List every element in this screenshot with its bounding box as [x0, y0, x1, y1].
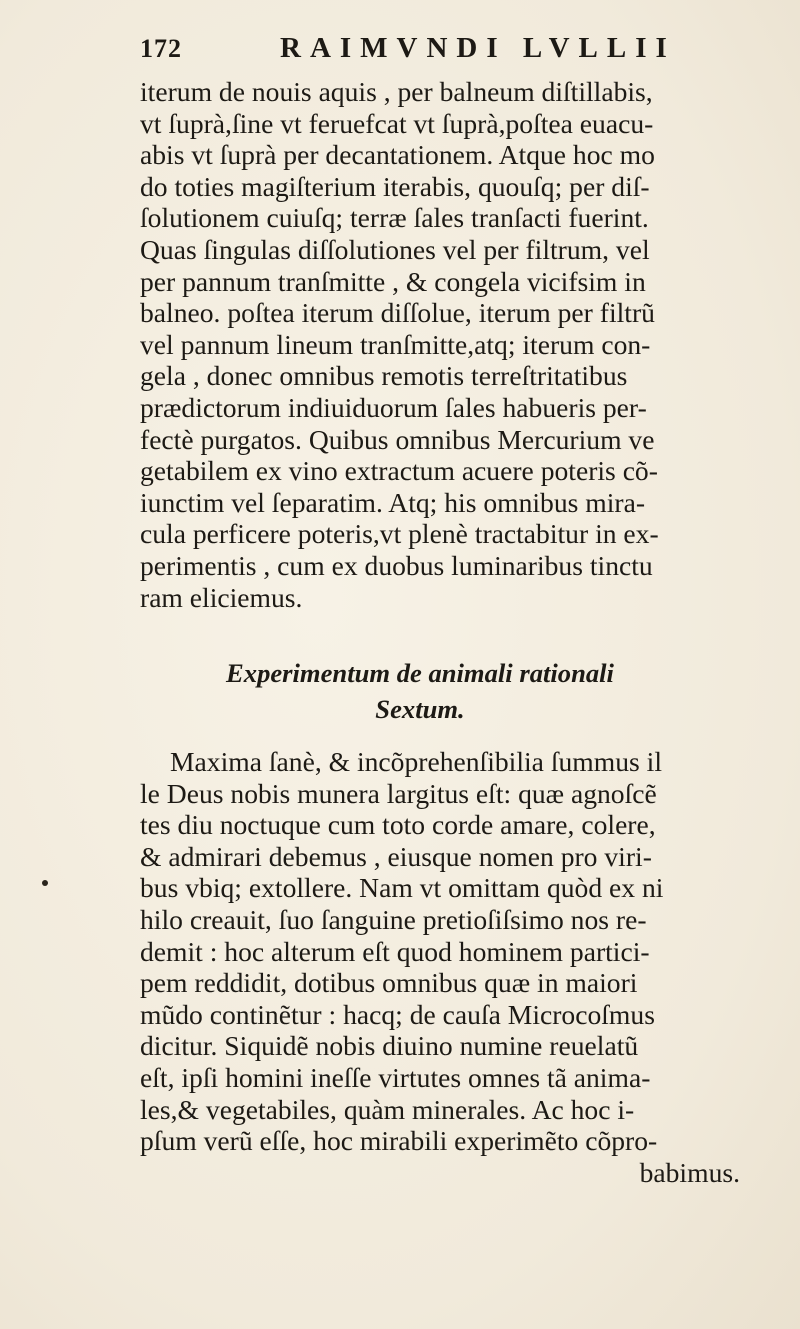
text-line: balneo. poſtea iterum diſſolue, iterum per filtrũ [140, 297, 655, 329]
text-line: ram eliciemus. [140, 581, 303, 613]
section-subtitle: Sextum. [375, 694, 465, 724]
text-line: tes diu noctuque cum toto corde amare, colere, [140, 809, 656, 841]
text-line: iterum de nouis aquis , per balneum diſtillabis, [140, 76, 653, 107]
text-line: babimus. [639, 1156, 740, 1188]
text-line: vt ſuprà,ſine vt feruefcat vt ſuprà,poſtea euacu- [140, 107, 654, 139]
text-line: vel pannum lineum tranſmitte,atq; iterum con- [140, 328, 651, 360]
text-line: & admirari debemus , eiusque nomen pro viri- [140, 840, 652, 872]
text-line: fectè purgatos. Quibus omnibus Mercurium ve [140, 423, 655, 455]
text-line: prædictorum indiuiduorum ſales habueris per- [140, 391, 647, 423]
text-line: pſum verũ eſſe, hoc mirabili experimẽto cõpro- [140, 1125, 658, 1157]
text-line: iunctim vel ſeparatim. Atq; his omnibus mira- [140, 486, 646, 518]
text-line: mũdo continẽtur : hacq; de cauſa Microcoſmus [140, 998, 655, 1030]
text-line: les,& vegetabiles, quàm minerales. Ac hoc i- [140, 1093, 635, 1125]
text-line: per pannum tranſmitte , & congela vicifsim in [140, 265, 646, 297]
text-line: dicitur. Siquidẽ nobis diuino numine reuelatũ [140, 1030, 639, 1062]
text-line: hilo creauit, ſuo ſanguine pretioſiſsimo nos re- [140, 903, 647, 935]
text-line: Maxima ſanè, & incõprehenſibilia ſummus il [170, 746, 662, 777]
text-line: abis vt ſuprà per decantationem. Atque hoc mo [140, 139, 655, 171]
paragraph-first [140, 76, 770, 613]
text-line: bus vbiq; extollere. Nam vt omittam quòd ex ni [140, 872, 664, 904]
running-head: RAIMVNDI LVLLII [280, 32, 676, 64]
section-heading [140, 655, 700, 727]
text-line: eſt, ipſi homini ineſſe virtutes omnes tã anima- [140, 1061, 651, 1093]
text-line: do toties magiſterium iterabis, quouſq; per diſ- [140, 170, 650, 202]
section-title: Experimentum de animali rationali [226, 658, 614, 688]
text-line: perimentis , cum ex duobus luminaribus tinctu [140, 549, 653, 581]
text-line: ſolutionem cuiuſq; terræ ſales tranſacti fuerint. [140, 202, 649, 234]
text-line: cula perficere poteris,vt plenè tractabitur in ex- [140, 518, 659, 550]
page-number: 172 [140, 34, 182, 63]
text-line: Quas ſingulas diſſolutiones vel per filtrum, vel [140, 233, 650, 265]
paragraph-second [140, 746, 770, 1188]
ink-mark [42, 880, 48, 886]
text-line: demit : hoc alterum eſt quod hominem partici- [140, 935, 650, 967]
text-line: pem reddidit, dotibus omnibus quæ in maiori [140, 967, 638, 999]
page-header [140, 30, 760, 70]
text-line: le Deus nobis munera largitus eſt: quæ agnoſcẽ [140, 777, 657, 809]
text-line: getabilem ex vino extractum acuere poteris cõ- [140, 455, 658, 487]
text-line: gela , donec omnibus remotis terreſtritatibus [140, 360, 628, 392]
